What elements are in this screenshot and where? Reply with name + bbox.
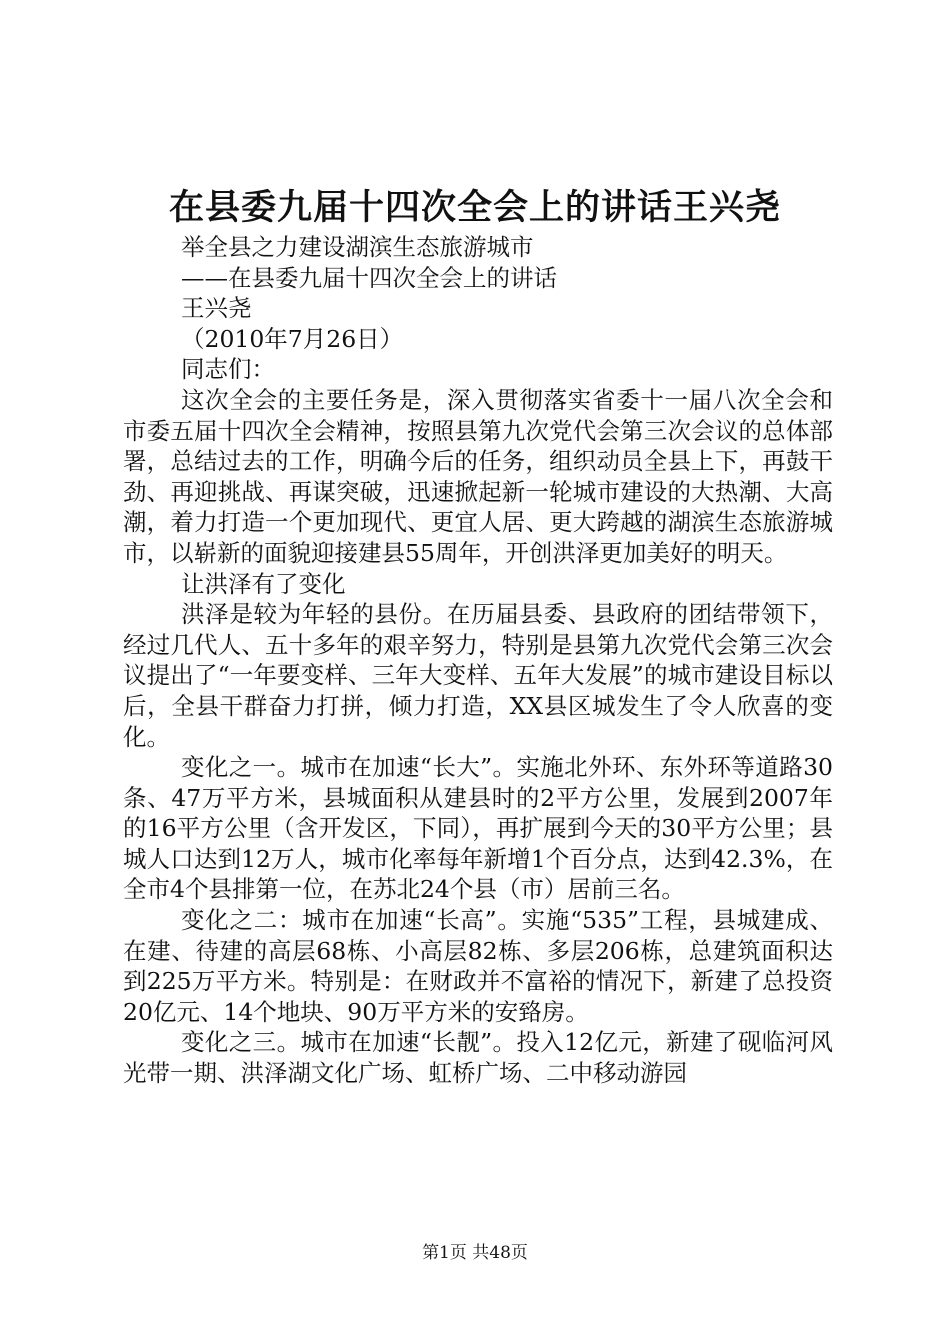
- paragraph-change-two: 变化之二：城市在加速“长高”。实施“535”工程，县城建成、在建、待建的高层68栋、小高层82栋、多层206栋，总建筑面积达到225万平方米。特别是：在财政并不富裕的情况下，新建了总投资20亿元、14个地块、90万平方米的安臵房。: [123, 906, 833, 1026]
- speech-subheading: ——在县委九届十四次全会上的讲话: [181, 263, 557, 292]
- section-heading: 让洪泽有了变化: [181, 569, 346, 598]
- page-title: 在县委九届十四次全会上的讲话王兴尧: [168, 187, 781, 228]
- speech-heading: 举全县之力建设湖滨生态旅游城市: [181, 233, 534, 261]
- paragraph-background: 洪泽是较为年轻的县份。在历届县委、县政府的团结带领下，经过几代人、五十多年的艰辛努力，特别是县第九次党代会第三次会议提出了“一年要变样、三年大变样、五年大发展”的城市建设目标以后，全县干群奋力打拼，倾力打造，XX县区城发生了令人欣喜的变化。: [123, 600, 833, 751]
- page-footer: 第1页 共48页: [422, 1243, 528, 1263]
- document-body: [123, 232, 833, 1089]
- salutation: 同志们：: [181, 355, 275, 384]
- paragraph-intro: 这次全会的主要任务是，深入贯彻落实省委十一届八次全会和市委五届十四次全会精神，按照县第九次党代会第三次会议的总体部署，总结过去的工作，明确今后的任务，组织动员全县上下，再鼓干劲、再迎挑战、再谋突破，迅速掀起新一轮城市建设的大热潮、大高潮，着力打造一个更加现代、更宜人居、更大跨越的湖滨生态旅游城市，以崭新的面貌迎接建县55周年，开创洪泽更加美好的明天。: [123, 385, 833, 567]
- paragraph-change-three: 变化之三。城市在加速“长靓”。投入12亿元，新建了砚临河风光带一期、洪泽湖文化广场、虹桥广场、二中移动游园: [123, 1028, 833, 1088]
- speech-date: （2010年7月26日）: [181, 324, 404, 353]
- speaker-name: 王兴尧: [181, 294, 252, 323]
- paragraph-change-one: 变化之一。城市在加速“长大”。实施北外环、东外环等道路30条、47万平方米，县城面积从建县时的2平方公里，发展到2007年的16平方公里（含开发区，下同），再扩展到今天的30平方公里；县城人口达到12万人，城市化率每年新增1个百分点，达到42.3%，在全市4个县排第一位，在苏北24个县（市）居前三名。: [123, 753, 833, 904]
